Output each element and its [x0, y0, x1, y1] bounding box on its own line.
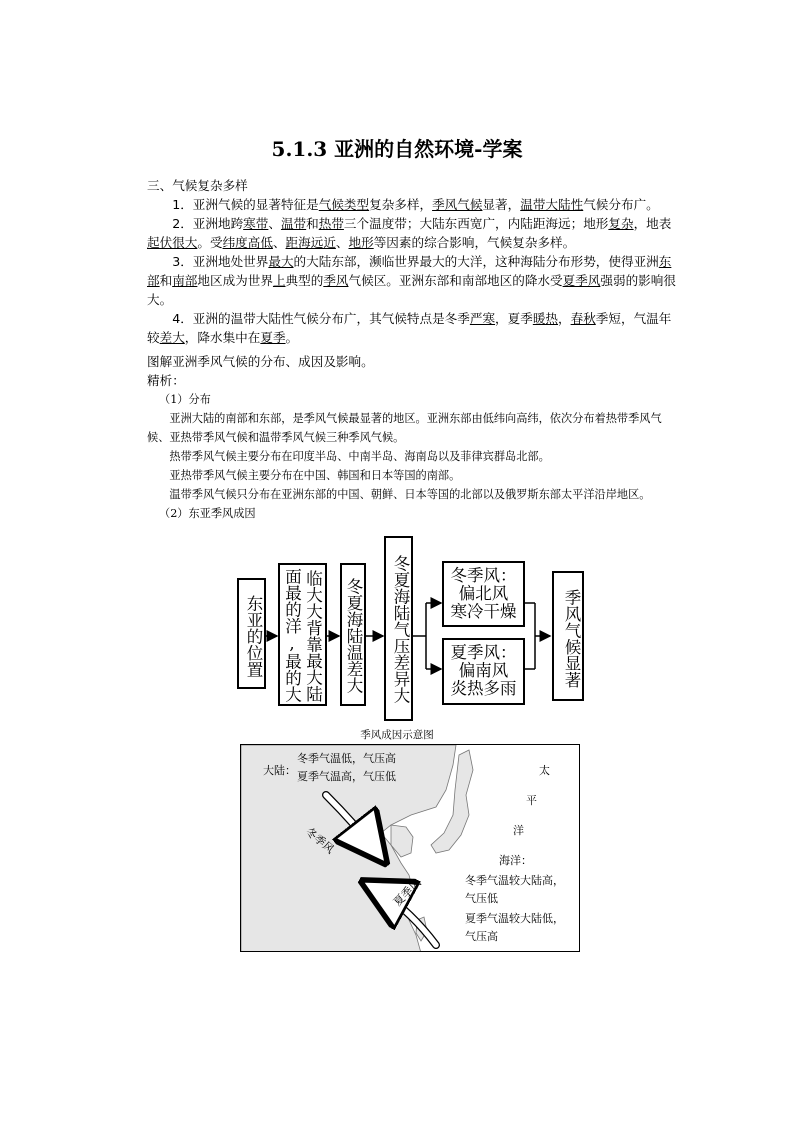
analysis-section [147, 352, 682, 523]
section-heading: 三、气候复杂多样 [147, 178, 248, 193]
box-monsoon-result: 季风气候显著 [552, 571, 584, 701]
box-land-ocean-col1: 临大大背靠最大陆 [303, 569, 323, 702]
ocean-line-3: 夏季气温较大陆低， [465, 912, 564, 925]
analysis-label: 精析： [147, 373, 185, 388]
subheading-distribution: （1）分布 [159, 393, 211, 406]
ocean-line-2: 气压低 [465, 892, 498, 905]
land-line-1: 冬季气温低，气压高 [297, 752, 396, 765]
distribution-text-1: 亚洲大陆的南部和东部，是季风气候最显著的地区。亚洲东部由低纬向高纬，依次分布着热带季风气候、亚热带季风气候和温带季风气候三种季风气候。 [147, 412, 662, 444]
box-pressure-diff: 冬夏海陆气压差异大 [384, 536, 413, 721]
ocean-line-4: 气压高 [465, 930, 498, 943]
page-title: 5.1.3 亚洲的自然环境-学案 [271, 137, 523, 161]
ocean-label: 海洋： [499, 854, 532, 867]
climate-section [147, 176, 682, 347]
distribution-text-2: 热带季风气候主要分布在印度半岛、中南半岛、海南岛以及菲律宾群岛北部。 [169, 450, 550, 463]
subheading-cause: （2）东亚季风成因 [159, 507, 256, 520]
ocean-name-2: 平 [526, 794, 537, 807]
box-temp-diff: 冬夏海陆温差大 [340, 563, 366, 706]
paragraph-4: 4．亚洲的温带大陆性气候分布广，其气候特点是冬季严寒，夏季暖热，春秋季短，气温年较差大，降水集中在夏季。 [147, 311, 672, 345]
box-land-ocean [278, 563, 327, 706]
ocean-name-1: 太 [539, 764, 550, 777]
map-caption: 季风成因示意图 [360, 729, 434, 741]
box-land-ocean-col2: 面最的洋,最的大 [282, 568, 302, 703]
box-winter-monsoon: 冬季风： 偏北风 寒冷干燥 [442, 561, 525, 627]
monsoon-flowchart [230, 536, 600, 721]
summer-monsoon-label: 夏季风 [390, 876, 424, 909]
paragraph-1: 1．亚洲气候的显著特征是气候类型复杂多样，季风气候显著，温带大陆性气候分布广。 [172, 197, 659, 212]
land-label: 大陆： [263, 764, 296, 777]
land-line-2: 夏季气温高，气压低 [297, 770, 396, 783]
box-summer-monsoon: 夏季风： 偏南风 炎热多雨 [442, 638, 525, 705]
ocean-line-1: 冬季气温较大陆高， [465, 874, 564, 887]
ocean-name-3: 洋 [513, 824, 524, 837]
monsoon-map [240, 744, 580, 952]
paragraph-3: 3．亚洲地处世界最大的大陆东部，濒临世界最大的大洋，这种海陆分布形势，使得亚洲东部和南部地区成为世界上典型的季风气候区。亚洲东部和南部地区的降水受夏季风强弱的影响很大。 [147, 254, 676, 307]
distribution-text-4: 温带季风气候只分布在亚洲东部的中国、朝鲜、日本等国的北部以及俄罗斯东部太平洋沿岸地区。 [169, 488, 651, 501]
box-east-asia-position: 东亚的位置 [237, 578, 266, 689]
winter-monsoon-label: 冬季风 [303, 825, 337, 857]
analysis-intro: 图解亚洲季风气候的分布、成因及影响。 [147, 354, 374, 369]
paragraph-2: 2．亚洲地跨寒带、温带和热带三个温度带；大陆东西宽广，内陆距海远；地形复杂，地表起伏很大。受纬度高低、距海远近、地形等因素的综合影响，气候复杂多样。 [147, 216, 672, 250]
distribution-text-3: 亚热带季风气候主要分布在中国、韩国和日本等国的南部。 [169, 469, 461, 482]
